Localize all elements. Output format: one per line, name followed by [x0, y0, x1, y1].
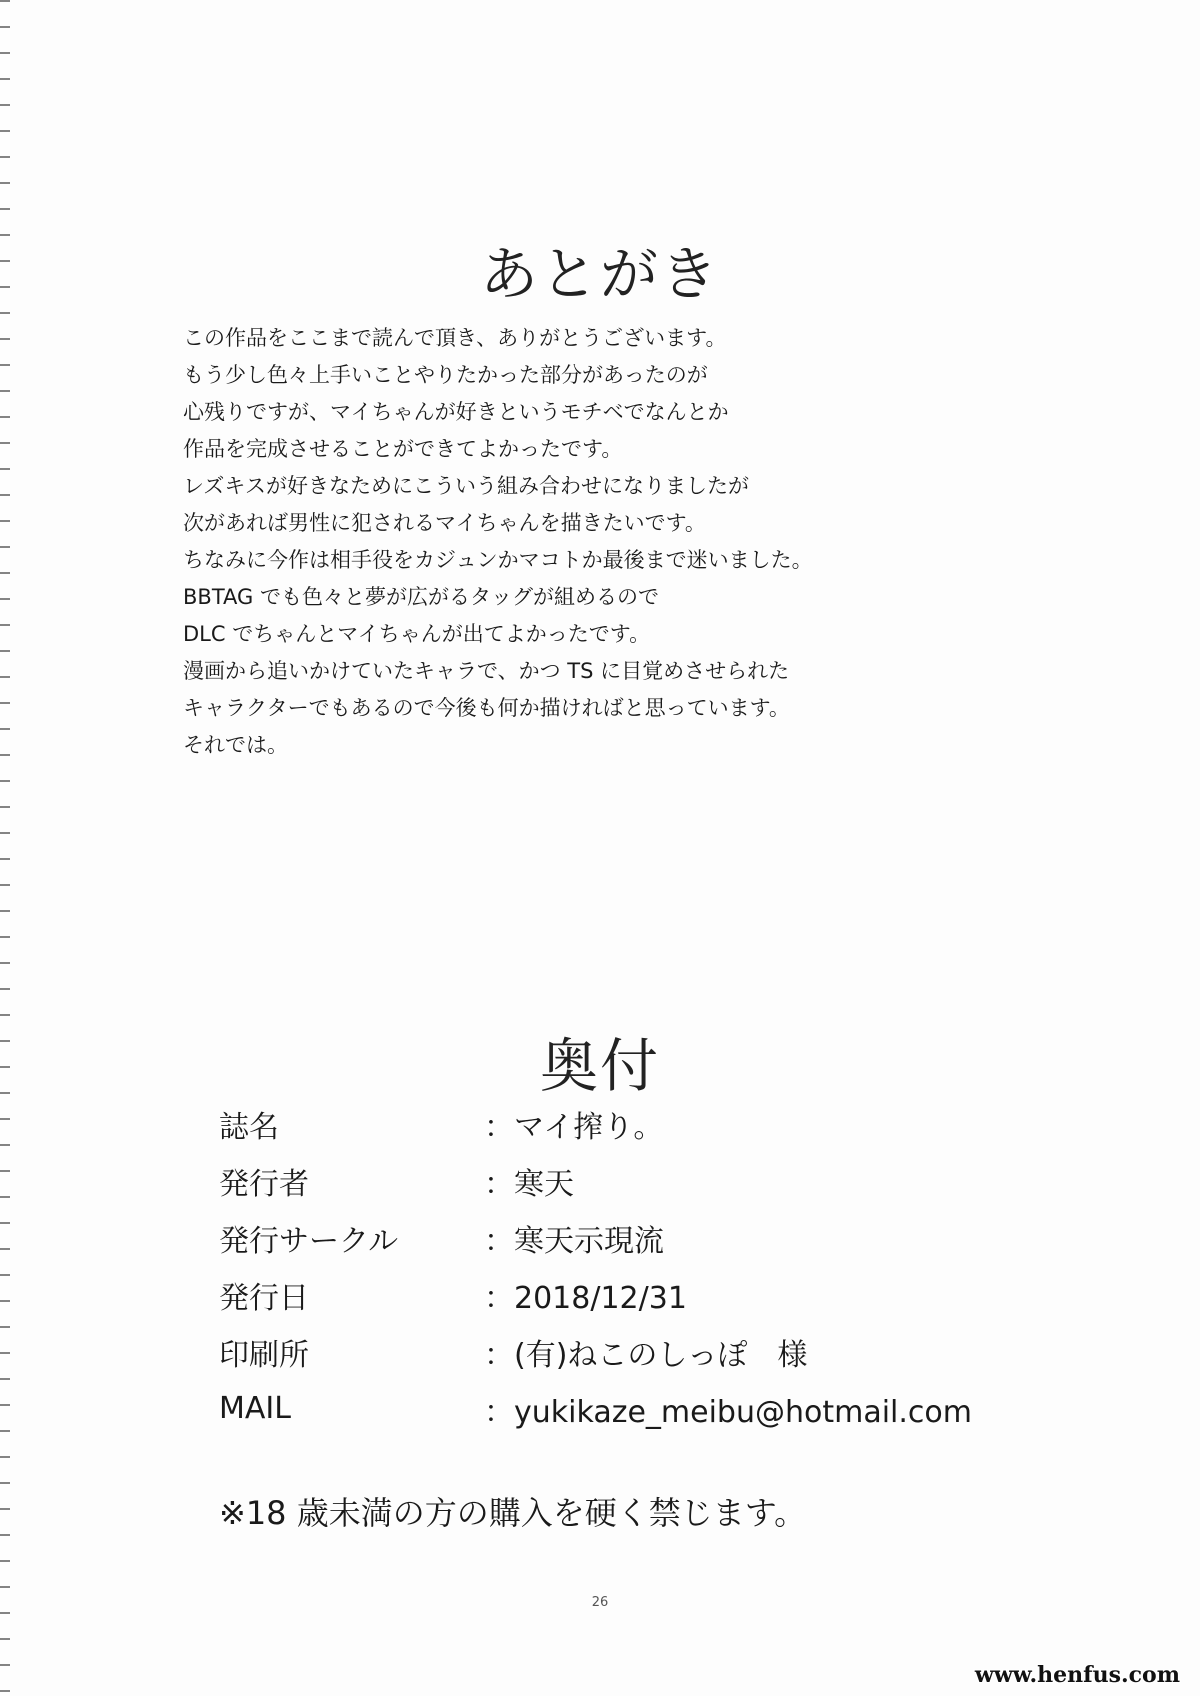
colophon-key: 発行サークル	[219, 1223, 399, 1259]
afterword-line: DLC でちゃんとマイちゃんが出てよかったです。	[183, 622, 651, 646]
colophon-row-circle	[219, 1209, 1119, 1266]
afterword-line: 作品を完成させることができてよかったです。	[183, 437, 623, 461]
colophon-key: 誌名	[219, 1109, 279, 1145]
colophon-key: 印刷所	[219, 1337, 309, 1373]
afterword-line: 次があれば男性に犯されるマイちゃんを描きたいです。	[183, 511, 706, 535]
site-watermark: www.henfus.com	[974, 1662, 1180, 1688]
afterword-line: BBTAG でも色々と夢が広がるタッグが組めるので	[183, 585, 659, 609]
colophon-row-date	[219, 1266, 1119, 1323]
colophon-value: ：寒天示現流	[484, 1223, 664, 1259]
colophon-key: MAIL	[219, 1391, 291, 1426]
colophon-key: 発行日	[219, 1280, 309, 1316]
page-number: 26	[591, 1595, 609, 1610]
colophon-row-title	[219, 1095, 1119, 1152]
colophon-key: 発行者	[219, 1166, 309, 1202]
colophon-value: ：(有)ねこのしっぽ 様	[484, 1337, 808, 1373]
afterword-line: キャラクターでもあるので今後も何か描ければと思っています。	[183, 696, 790, 720]
afterword-line: 漫画から追いかけていたキャラで、かつ TS に目覚めさせられた	[183, 659, 790, 683]
colophon-value: ：2018/12/31	[484, 1280, 687, 1316]
colophon-value: ：寒天	[484, 1166, 574, 1202]
colophon-row-mail	[219, 1380, 1119, 1437]
colophon-table	[219, 1095, 1119, 1437]
colophon-row-publisher	[219, 1152, 1119, 1209]
afterword-body	[183, 320, 1083, 764]
afterword-title: あとがき	[479, 239, 720, 308]
colophon-value: ：マイ搾り。	[484, 1109, 664, 1145]
afterword-line: ちなみに今作は相手役をカジュンかマコトか最後まで迷いました。	[183, 548, 813, 572]
afterword-line: この作品をここまで読んで頂き、ありがとうございます。	[183, 326, 727, 350]
colophon-value: ：yukikaze_meibu@hotmail.com	[484, 1394, 972, 1430]
afterword-line: レズキスが好きなためにこういう組み合わせになりましたが	[183, 474, 749, 498]
afterword-line: 心残りですが、マイちゃんが好きというモチベでなんとか	[183, 400, 729, 424]
colophon-row-printer	[219, 1323, 1119, 1380]
afterword-line: もう少し色々上手いことやりたかった部分があったのが	[183, 363, 708, 387]
colophon-title: 奥付	[539, 1031, 660, 1100]
afterword-line: それでは。	[183, 733, 288, 757]
age-restriction-notice: ※18 歳未満の方の購入を硬く禁じます。	[219, 1494, 807, 1532]
